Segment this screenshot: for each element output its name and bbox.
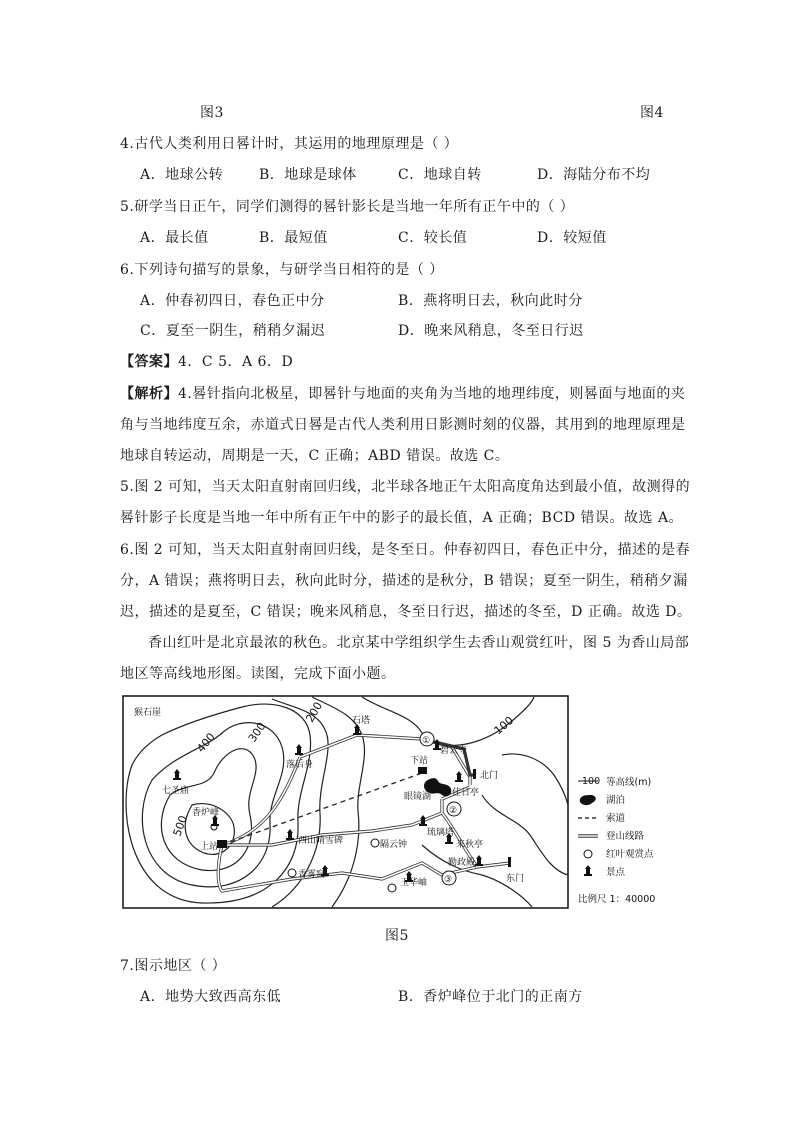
figure-5-caption: 图5 <box>385 928 409 944</box>
q6-option-d: D．晚来风稍息，冬至日行迟 <box>398 323 584 339</box>
red-leaf-icon-geyunzhong <box>371 839 379 847</box>
marker-2: ② <box>449 806 458 816</box>
q5-option-d: D．较短值 <box>537 230 607 246</box>
label-shangzhan: 上站 <box>200 842 219 852</box>
question-5-stem: 5.研学当日正午，同学们测得的晷针影长是当地一年所有正午中的（ ） <box>120 199 575 215</box>
red-leaf-icon-yuhuashan <box>388 884 396 892</box>
analysis-line-4: 5.图 2 可知，当天太阳直射南回归线，北半球各地正午太阳高度角达到最小值，故测得的 <box>120 479 691 495</box>
label-liulita: 琉璃塔 <box>427 828 455 838</box>
legend-contour: 等高线(m) <box>606 777 652 788</box>
label-biyunsi: 碧云寺 <box>440 746 468 756</box>
label-jiariting: 佳日亭 <box>452 788 480 798</box>
analysis-line-2: 角与当地纬度互余，赤道式日晷是古代人类利用日影测时刻的仪器，其用到的地理原理是 <box>120 417 686 433</box>
label-laiqiuting: 来秋亭 <box>456 840 484 850</box>
label-beimen: 北门 <box>480 771 499 781</box>
q4-option-c: C．地球自转 <box>398 167 482 183</box>
question-6-stem: 6.下列诗句描写的景象，与研学当日相符的是（ ） <box>120 262 444 278</box>
q6-option-a: A．仲春初四日，春色正中分 <box>140 293 325 309</box>
label-geyunzhong: 隔云钟 <box>380 840 408 850</box>
marker-3: ③ <box>444 875 453 885</box>
east-gate-marker <box>508 857 511 867</box>
legend-scenic: 景点 <box>606 867 626 878</box>
contour-label-200: 200 <box>303 699 326 725</box>
scenic-icon-jiariting <box>455 771 463 782</box>
label-qishengmiao: 七圣庙 <box>162 786 190 796</box>
intro-line-2: 地区等高线地形图。读图，完成下面小题。 <box>120 666 396 682</box>
q5-option-c: C．较长值 <box>398 230 468 246</box>
analysis-label: 【解析】 <box>120 386 178 402</box>
contour-label-500: 500 <box>170 813 191 839</box>
question-7-stem: 7.图示地区（ ） <box>120 958 227 974</box>
q6-option-b: B．燕将明日去，秋向此时分 <box>398 293 583 309</box>
scenic-icon-luohoushen <box>295 744 303 755</box>
analysis-line-3: 地球自转运动，周期是一天，C 正确；ABD 错误。故选 C。 <box>120 448 510 464</box>
lower-station-marker <box>418 767 427 774</box>
legend-lake: 湖泊 <box>606 795 626 806</box>
scenic-icon-qinzhengdian <box>475 855 483 866</box>
analysis-line-1 <box>120 385 685 403</box>
label-yuhuashan: 玉华岫 <box>400 878 428 888</box>
analysis-text-1: 4.晷针指向北极星，即晷针与地面的夹角为当地的地理纬度，则晷面与地面的夹 <box>178 386 686 402</box>
q7-option-b: B．香炉峰位于北门的正南方 <box>398 989 583 1005</box>
q4-option-a: A．地球公转 <box>140 167 224 183</box>
scenic-icon-xishanqingxue <box>286 829 294 840</box>
red-leaf-points <box>211 824 396 892</box>
legend-trail: 登山线路 <box>606 831 645 842</box>
legend-red-leaf: 红叶观赏点 <box>606 849 654 860</box>
label-qinzhengdian: 勤政殿 <box>448 858 476 868</box>
red-leaf-icon-xiangwuku <box>288 869 296 877</box>
q5-option-b: B．最短值 <box>259 230 328 246</box>
north-gate-marker <box>473 769 476 779</box>
xiangshan-contour-map <box>122 695 668 910</box>
contour-label-100: 100 <box>491 713 517 738</box>
analysis-line-8: 迟，描述的是夏至，C 错误；晚来风稍息，冬至日行迟，描述的冬至，D 正确。故选 D。 <box>120 604 692 620</box>
marker-1: ① <box>422 736 431 746</box>
figure-3-caption: 图3 <box>200 105 224 121</box>
legend-contour-sample-value: 100 <box>582 776 601 787</box>
contour-label-300: 300 <box>245 720 269 745</box>
intro-line-1: 香山红叶是北京最浓的秋色。北京某中学组织学生去香山观赏红叶，图 5 为香山局部 <box>148 635 690 651</box>
label-dongmen: 东门 <box>506 874 525 884</box>
q4-option-b: B．地球是球体 <box>259 167 357 183</box>
scenic-icon-qishengmiao <box>173 769 181 780</box>
map-legend <box>578 776 655 905</box>
q6-option-c: C．夏至一阴生，稍稍夕漏迟 <box>140 323 326 339</box>
legend-red-leaf-icon <box>584 850 592 858</box>
label-xiazhan: 下站 <box>410 756 429 766</box>
analysis-line-6: 6.图 2 可知，当天太阳直射南回归线，是冬至日。仲春初四日，春色正中分，描述的是春 <box>120 542 691 558</box>
contour-label-400: 400 <box>194 730 218 755</box>
label-shita: 石塔 <box>352 716 371 726</box>
label-houshiya: 猴石崖 <box>134 708 162 718</box>
answer-label: 【答案】 <box>120 354 178 370</box>
q5-option-a: A．最长值 <box>140 230 209 246</box>
analysis-line-7: 分，A 错误；燕将明日去，秋向此时分，描述的是秋分，B 错误；夏至一阴生，稍稍夕漏 <box>120 573 688 589</box>
analysis-line-5: 晷针影子长度是当地一年中所有正午中的影子的最长值，A 正确；BCD 错误。故选 A。 <box>120 510 684 526</box>
answer-line <box>120 353 293 371</box>
label-xiangwuku: 香雾窟 <box>298 870 326 880</box>
label-xianglufeng: 香炉峰 <box>192 808 220 818</box>
legend-lake-icon <box>580 795 596 805</box>
question-4-stem: 4.古代人类利用日晷计时，其运用的地理原理是（ ） <box>120 136 459 152</box>
label-xishanqingxue: 西山晴雪碑 <box>298 836 344 846</box>
figure-4-caption: 图4 <box>640 105 664 121</box>
q4-option-d: D．海陆分布不均 <box>537 167 651 183</box>
legend-scenic-icon <box>584 865 592 876</box>
label-luohoushen: 落后身 <box>286 760 314 770</box>
answer-text: 4．C 5．A 6．D <box>178 354 294 370</box>
legend-cableway: 索道 <box>606 813 626 824</box>
map-scale: 比例尺 1：40000 <box>578 894 656 905</box>
label-yanjinghu: 眼镜湖 <box>404 792 432 802</box>
upper-station-marker <box>217 840 227 848</box>
q7-option-a: A．地势大致西高东低 <box>140 989 282 1005</box>
